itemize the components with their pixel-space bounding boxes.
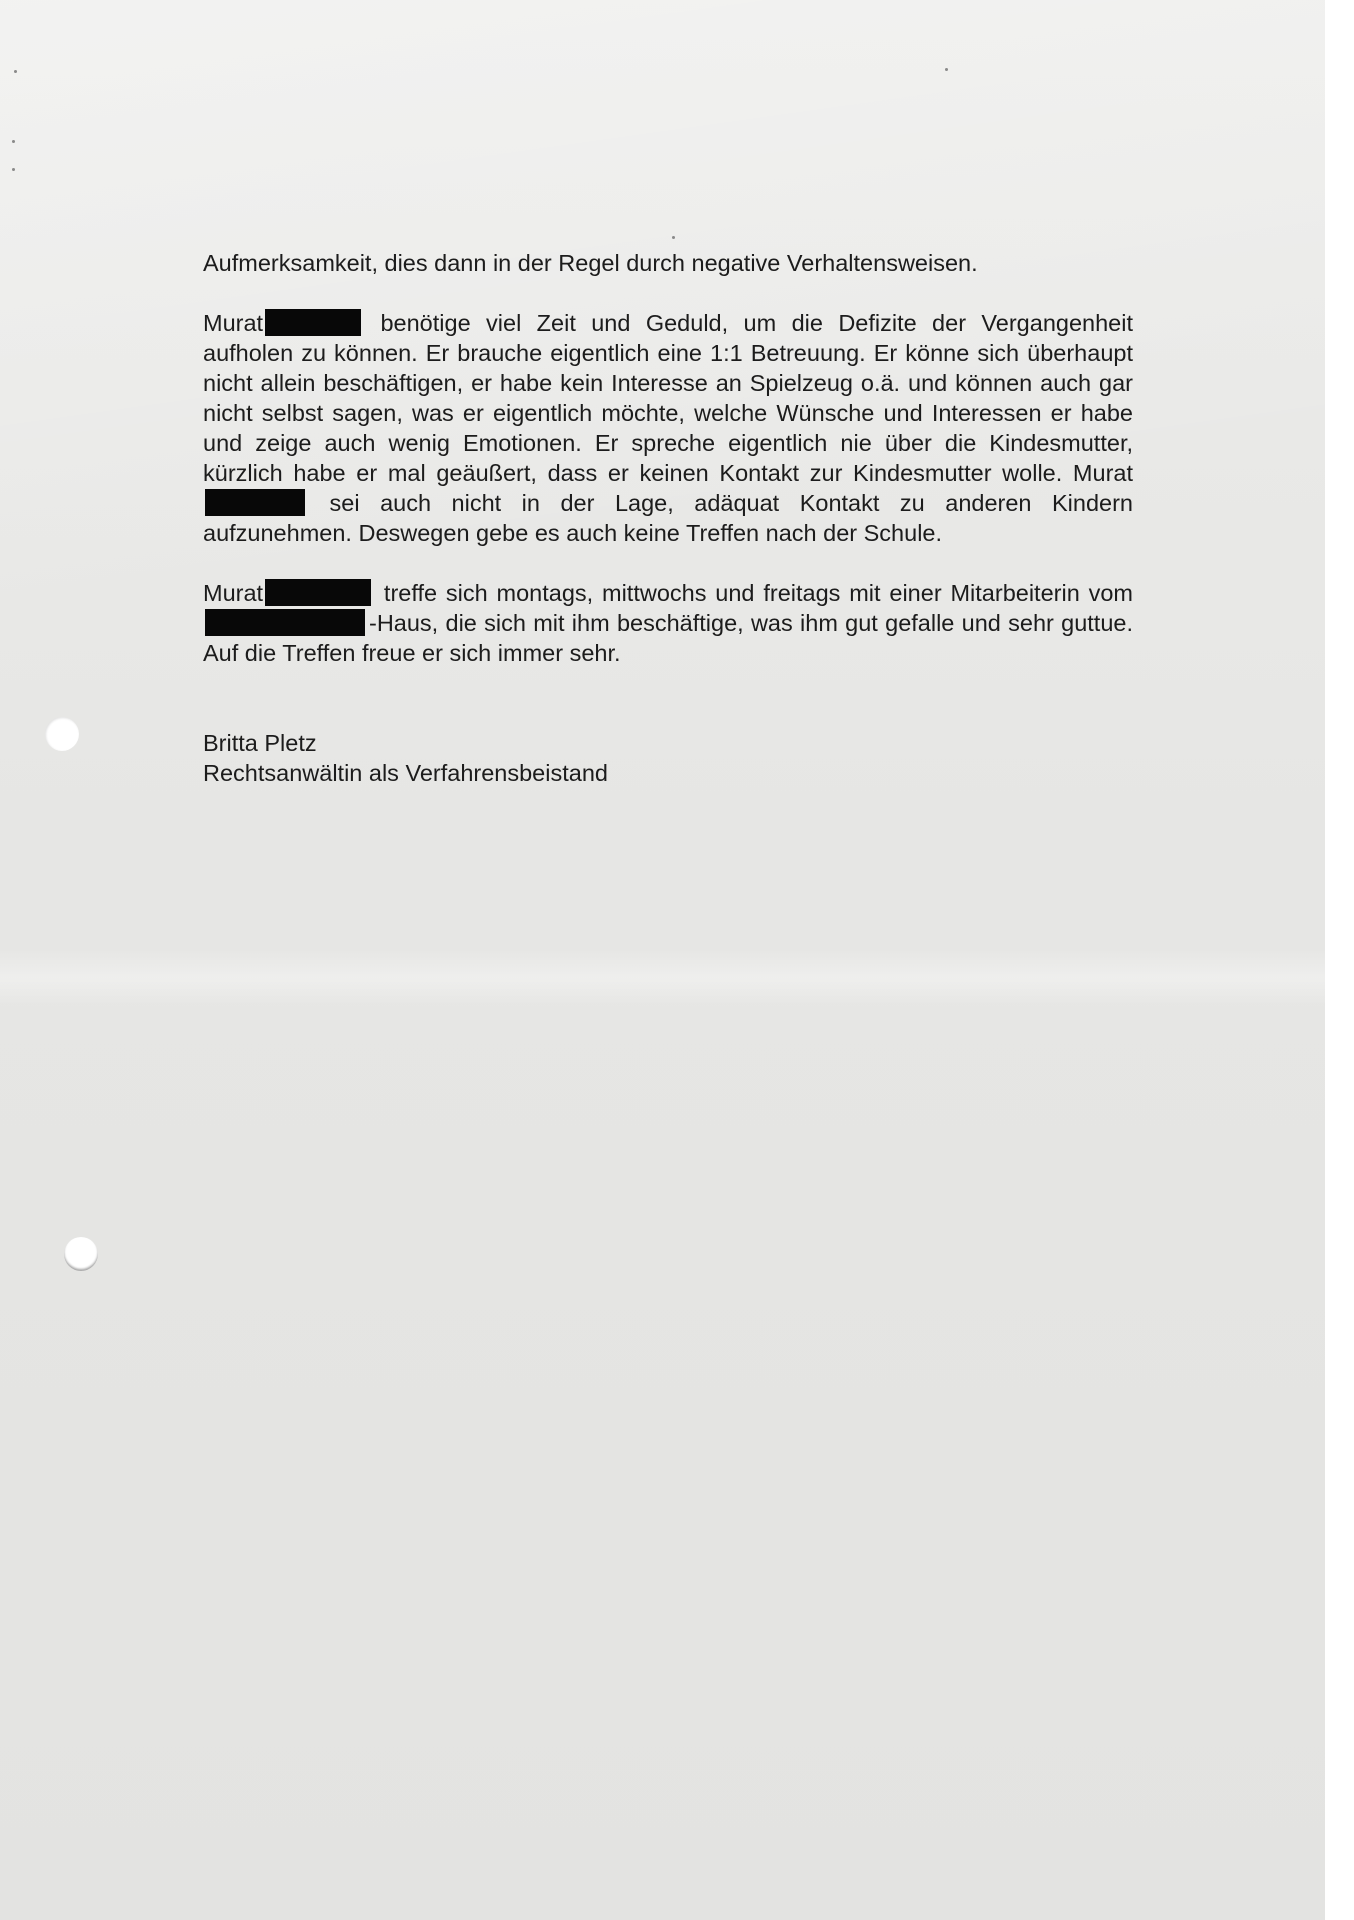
scan-speck xyxy=(945,68,948,71)
paragraph-text: benötige viel Zeit und Geduld, um die Defizite der Vergangenheit aufholen zu können. Er brauche eigentlich eine 1:1 Betreuung. Er könne sich überhaupt nicht allein beschäftigen, er habe kein Interesse an Spielzeug o.ä. und können auch gar nicht selbst sagen, was er eigentlich möchte, welche Wünsche und Interessen er habe und zeige auch wenig Emotionen. Er spreche eigentlich nie über die Kindesmutter, kürzlich habe er mal geäußert, dass er keinen Kontakt zur Kindesmutter wolle. Murat xyxy=(203,310,1133,486)
scan-speck xyxy=(12,140,15,143)
scan-speck xyxy=(672,236,675,239)
name-text: Murat xyxy=(203,580,264,606)
signature-block xyxy=(203,728,1133,788)
redaction-block xyxy=(205,609,365,636)
punch-hole-bottom xyxy=(64,1237,98,1271)
paragraph-text: treffe sich montags, mittwochs und freitags mit einer Mitarbeiterin vom xyxy=(383,580,1134,606)
paragraph-text: -Haus, die sich mit ihm beschäftige, was ihm gut gefalle und sehr guttue. Auf die Treffen freue er sich immer sehr. xyxy=(203,610,1133,666)
paragraph-intro xyxy=(203,248,1133,278)
signer-role: Rechtsanwältin als Verfahrensbeistand xyxy=(203,760,608,786)
paragraph-support-needs xyxy=(203,308,1133,548)
scan-speck xyxy=(12,168,15,171)
scan-speck xyxy=(14,70,17,73)
paragraph-text: sei auch nicht in der Lage, adäquat Kontakt zu anderen Kindern aufzunehmen. Deswegen gebe es auch keine Treffen nach der Schule. xyxy=(203,490,1133,546)
punch-hole-top xyxy=(45,717,79,751)
signer-name: Britta Pletz xyxy=(203,730,317,756)
paragraph-text: Aufmerksamkeit, dies dann in der Regel durch negative Verhaltensweisen. xyxy=(203,250,978,276)
paragraph-meetings xyxy=(203,578,1133,668)
scan-margin xyxy=(1325,0,1354,1920)
redaction-block xyxy=(205,489,305,516)
name-text: Murat xyxy=(203,310,264,336)
paper-fold-shadow xyxy=(0,948,1325,1008)
letter-body xyxy=(203,248,1133,788)
redaction-block xyxy=(265,579,371,606)
redaction-block xyxy=(265,309,361,336)
